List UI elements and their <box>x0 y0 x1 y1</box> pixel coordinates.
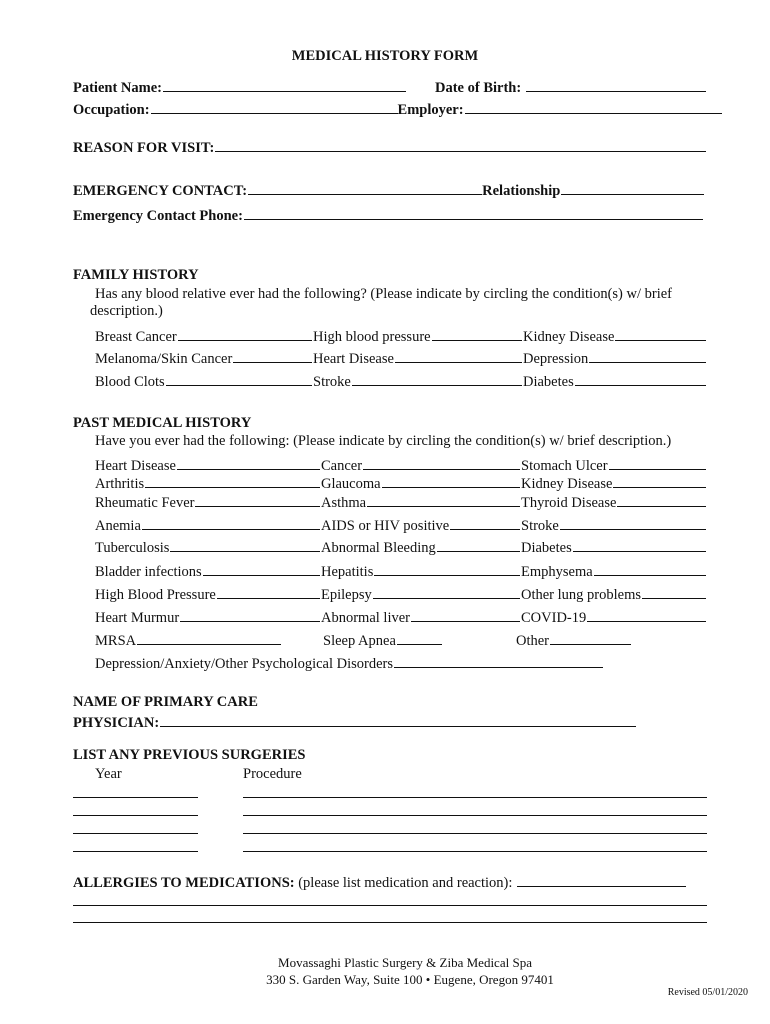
family-history-heading: FAMILY HISTORY <box>73 267 199 283</box>
occupation-field[interactable] <box>151 100 398 114</box>
past-medical-condition-field[interactable] <box>145 474 320 488</box>
family-history-condition[interactable] <box>523 349 706 368</box>
allergies-row <box>73 873 686 892</box>
past-medical-condition[interactable] <box>321 493 520 512</box>
surgery-year-line-3[interactable] <box>73 833 198 834</box>
past-medical-condition-label: Glaucoma <box>321 476 381 492</box>
dob-label: Date of Birth: <box>435 80 522 96</box>
family-history-condition-label: High blood pressure <box>313 329 431 345</box>
past-medical-condition-label: Hepatitis <box>321 564 374 580</box>
past-medical-condition-label: Diabetes <box>521 540 572 556</box>
past-medical-condition[interactable] <box>95 562 320 581</box>
reason-row <box>73 138 706 157</box>
past-medical-condition[interactable] <box>321 538 520 557</box>
revised-date: Revised 05/01/2020 <box>667 987 748 998</box>
past-medical-condition-label: Kidney Disease <box>521 476 613 492</box>
past-medical-condition-field[interactable] <box>203 562 320 576</box>
family-history-condition-field[interactable] <box>166 372 312 386</box>
surgery-procedure-line-4[interactable] <box>243 851 707 852</box>
past-medical-condition-label: Stroke <box>521 518 559 534</box>
allergies-line-2[interactable] <box>73 905 707 906</box>
past-medical-condition-label: Cancer <box>321 458 363 474</box>
physician-row <box>73 713 636 732</box>
family-history-row <box>95 349 707 369</box>
family-history-instructions: Has any blood relative ever had the following? (Please indicate by circling the condition(s) w/ brief <box>95 286 672 302</box>
surgery-procedure-header: Procedure <box>243 766 302 782</box>
family-history-condition-field[interactable] <box>352 372 522 386</box>
reason-field[interactable] <box>215 138 706 152</box>
emergency-contact-field[interactable] <box>248 181 482 195</box>
past-medical-condition-field[interactable] <box>550 631 631 645</box>
relationship-field[interactable] <box>561 181 704 195</box>
past-medical-condition-field[interactable] <box>177 456 320 470</box>
surgery-procedure-line-3[interactable] <box>243 833 707 834</box>
surgeries-heading: LIST ANY PREVIOUS SURGERIES <box>73 747 306 763</box>
past-medical-condition-label: Other lung problems <box>521 587 642 603</box>
occupation-label: Occupation: <box>73 102 150 118</box>
past-medical-condition-label: Anemia <box>95 518 141 534</box>
past-medical-condition-label: Bladder infections <box>95 564 202 580</box>
past-medical-condition-field[interactable] <box>363 456 520 470</box>
past-medical-condition[interactable] <box>95 474 320 493</box>
past-medical-condition-label: Abnormal Bleeding <box>321 540 436 556</box>
physician-label: PHYSICIAN: <box>73 715 160 731</box>
family-history-row <box>95 372 707 392</box>
employer-field[interactable] <box>465 100 722 114</box>
surgery-year-line-1[interactable] <box>73 797 198 798</box>
surgery-procedure-line-1[interactable] <box>243 797 707 798</box>
psych-label: Depression/Anxiety/Other Psychological Disorders <box>95 656 394 672</box>
past-medical-row <box>95 456 707 476</box>
family-history-condition-label: Breast Cancer <box>95 329 177 345</box>
family-history-condition-label: Melanoma/Skin Cancer <box>95 351 233 367</box>
family-history-row <box>95 327 707 347</box>
past-medical-row <box>95 608 707 628</box>
past-medical-condition-label: COVID-19 <box>521 610 587 626</box>
family-history-condition-label: Depression <box>523 351 589 367</box>
past-medical-condition-label: Arthritis <box>95 476 145 492</box>
past-medical-condition[interactable] <box>321 585 520 604</box>
past-medical-condition-label: Rheumatic Fever <box>95 495 195 511</box>
surgery-year-line-4[interactable] <box>73 851 198 852</box>
past-medical-condition-field[interactable] <box>170 538 320 552</box>
physician-field[interactable] <box>160 713 636 727</box>
allergies-hint: (please list medication and reaction): <box>298 875 513 891</box>
family-history-condition-field[interactable] <box>575 372 706 386</box>
emergency-phone-label: Emergency Contact Phone: <box>73 208 243 224</box>
past-medical-condition-field[interactable] <box>411 608 520 622</box>
past-medical-condition[interactable] <box>95 493 320 512</box>
allergies-field[interactable] <box>517 873 686 887</box>
past-medical-condition[interactable] <box>321 474 520 493</box>
past-medical-condition-field[interactable] <box>437 538 520 552</box>
past-medical-condition-field[interactable] <box>573 538 706 552</box>
footer-address: 330 S. Garden Way, Suite 100 • Eugene, Oregon 97401 <box>266 972 554 987</box>
past-medical-condition-label: Sleep Apnea <box>323 633 396 649</box>
form-title: MEDICAL HISTORY FORM <box>291 48 479 64</box>
family-history-condition[interactable] <box>523 372 706 391</box>
emergency-phone-field[interactable] <box>244 206 703 220</box>
family-history-condition[interactable] <box>313 349 522 368</box>
past-medical-condition-label: Thyroid Disease <box>521 495 617 511</box>
past-medical-condition[interactable] <box>321 608 520 627</box>
family-history-condition[interactable] <box>313 372 522 391</box>
family-history-condition-label: Blood Clots <box>95 374 165 390</box>
psych-field[interactable] <box>394 654 603 668</box>
past-medical-condition-field[interactable] <box>217 585 320 599</box>
family-history-condition[interactable] <box>95 349 312 368</box>
surgery-procedure-line-2[interactable] <box>243 815 707 816</box>
relationship-label: Relationship <box>482 183 561 199</box>
past-medical-row <box>95 516 707 536</box>
past-medical-row <box>95 585 707 605</box>
past-medical-condition[interactable] <box>321 456 520 475</box>
footer-practice: Movassaghi Plastic Surgery & Ziba Medical Spa <box>278 955 532 970</box>
emergency-contact-row <box>73 181 704 200</box>
past-medical-condition-field[interactable] <box>609 456 706 470</box>
family-history-condition-field[interactable] <box>233 349 312 363</box>
surgery-year-header: Year <box>95 766 122 782</box>
past-medical-heading: PAST MEDICAL HISTORY <box>73 415 252 431</box>
past-medical-condition[interactable] <box>521 516 706 535</box>
past-medical-condition[interactable] <box>521 538 706 557</box>
past-medical-row <box>95 562 707 582</box>
past-medical-condition[interactable] <box>521 608 706 627</box>
past-medical-condition-label: Asthma <box>321 495 367 511</box>
allergies-label: ALLERGIES TO MEDICATIONS: <box>73 875 295 891</box>
past-medical-condition[interactable] <box>516 631 631 650</box>
past-medical-condition-label: Heart Disease <box>95 458 176 474</box>
past-medical-condition-label: Abnormal liver <box>321 610 410 626</box>
past-medical-instructions: Have you ever had the following: (Please indicate by circling the condition(s) w/ brief description.) <box>95 433 672 449</box>
family-history-condition-label: Heart Disease <box>313 351 394 367</box>
past-medical-condition-field[interactable] <box>560 516 706 530</box>
patient-name-label: Patient Name: <box>73 80 162 96</box>
past-medical-row <box>95 538 707 558</box>
past-medical-condition-label: Tuberculosis <box>95 540 170 556</box>
past-medical-condition[interactable] <box>323 631 442 650</box>
past-medical-condition-field[interactable] <box>142 516 320 530</box>
family-history-condition-field[interactable] <box>589 349 706 363</box>
past-medical-row <box>95 493 707 513</box>
past-medical-condition-label: MRSA <box>95 633 137 649</box>
past-medical-condition[interactable] <box>521 585 706 604</box>
past-medical-condition-label: Heart Murmur <box>95 610 180 626</box>
past-medical-condition[interactable] <box>95 538 320 557</box>
family-history-condition-field[interactable] <box>178 327 312 341</box>
family-history-condition-label: Kidney Disease <box>523 329 615 345</box>
family-history-condition[interactable] <box>313 327 522 346</box>
reason-label: REASON FOR VISIT: <box>73 140 215 156</box>
past-medical-condition-field[interactable] <box>617 493 706 507</box>
past-medical-row <box>95 631 707 651</box>
family-history-condition-field[interactable] <box>395 349 522 363</box>
past-medical-condition-field[interactable] <box>373 585 520 599</box>
past-medical-condition-field[interactable] <box>367 493 520 507</box>
past-medical-condition-field[interactable] <box>137 631 281 645</box>
past-medical-condition[interactable] <box>521 493 706 512</box>
past-medical-condition-label: Epilepsy <box>321 587 372 603</box>
past-medical-condition[interactable] <box>95 456 320 475</box>
family-history-condition-field[interactable] <box>432 327 522 341</box>
surgery-year-line-2[interactable] <box>73 815 198 816</box>
dob-row <box>435 78 706 97</box>
family-history-condition[interactable] <box>523 327 706 346</box>
past-medical-condition[interactable] <box>95 608 320 627</box>
past-medical-condition-field[interactable] <box>195 493 320 507</box>
dob-field[interactable] <box>526 78 706 92</box>
past-medical-condition-field[interactable] <box>397 631 442 645</box>
past-medical-condition-field[interactable] <box>594 562 706 576</box>
patient-name-row <box>73 78 406 97</box>
family-history-condition-label: Diabetes <box>523 374 574 390</box>
past-medical-condition[interactable] <box>95 516 320 535</box>
occupation-row <box>73 100 722 119</box>
past-medical-condition-field[interactable] <box>587 608 706 622</box>
past-medical-condition[interactable] <box>95 585 320 604</box>
past-medical-condition[interactable] <box>521 474 706 493</box>
past-medical-condition-field[interactable] <box>180 608 320 622</box>
family-history-condition-label: Stroke <box>313 374 351 390</box>
family-history-condition[interactable] <box>95 327 312 346</box>
past-medical-condition[interactable] <box>95 631 281 650</box>
past-medical-condition-field[interactable] <box>613 474 706 488</box>
past-medical-condition-field[interactable] <box>382 474 520 488</box>
past-medical-condition[interactable] <box>321 516 520 535</box>
past-medical-condition-label: Other <box>516 633 550 649</box>
past-medical-condition-label: AIDS or HIV positive <box>321 518 450 534</box>
allergies-line-3[interactable] <box>73 922 707 923</box>
past-medical-condition[interactable] <box>521 562 706 581</box>
emergency-phone-row <box>73 206 703 225</box>
psych-row <box>95 654 603 673</box>
past-medical-condition-label: High Blood Pressure <box>95 587 216 603</box>
emergency-contact-label: EMERGENCY CONTACT: <box>73 183 248 199</box>
past-medical-condition-field[interactable] <box>642 585 706 599</box>
family-history-condition[interactable] <box>95 372 312 391</box>
past-medical-row <box>95 474 707 494</box>
family-history-instructions-cont: description.) <box>90 303 163 319</box>
past-medical-condition-label: Stomach Ulcer <box>521 458 608 474</box>
past-medical-condition[interactable] <box>521 456 706 475</box>
past-medical-condition-label: Emphysema <box>521 564 593 580</box>
primary-care-label: NAME OF PRIMARY CARE <box>73 694 258 710</box>
patient-name-field[interactable] <box>163 78 406 92</box>
family-history-condition-field[interactable] <box>615 327 706 341</box>
past-medical-condition-field[interactable] <box>450 516 520 530</box>
past-medical-condition[interactable] <box>321 562 520 581</box>
employer-label: Employer: <box>397 102 464 118</box>
past-medical-condition-field[interactable] <box>374 562 520 576</box>
